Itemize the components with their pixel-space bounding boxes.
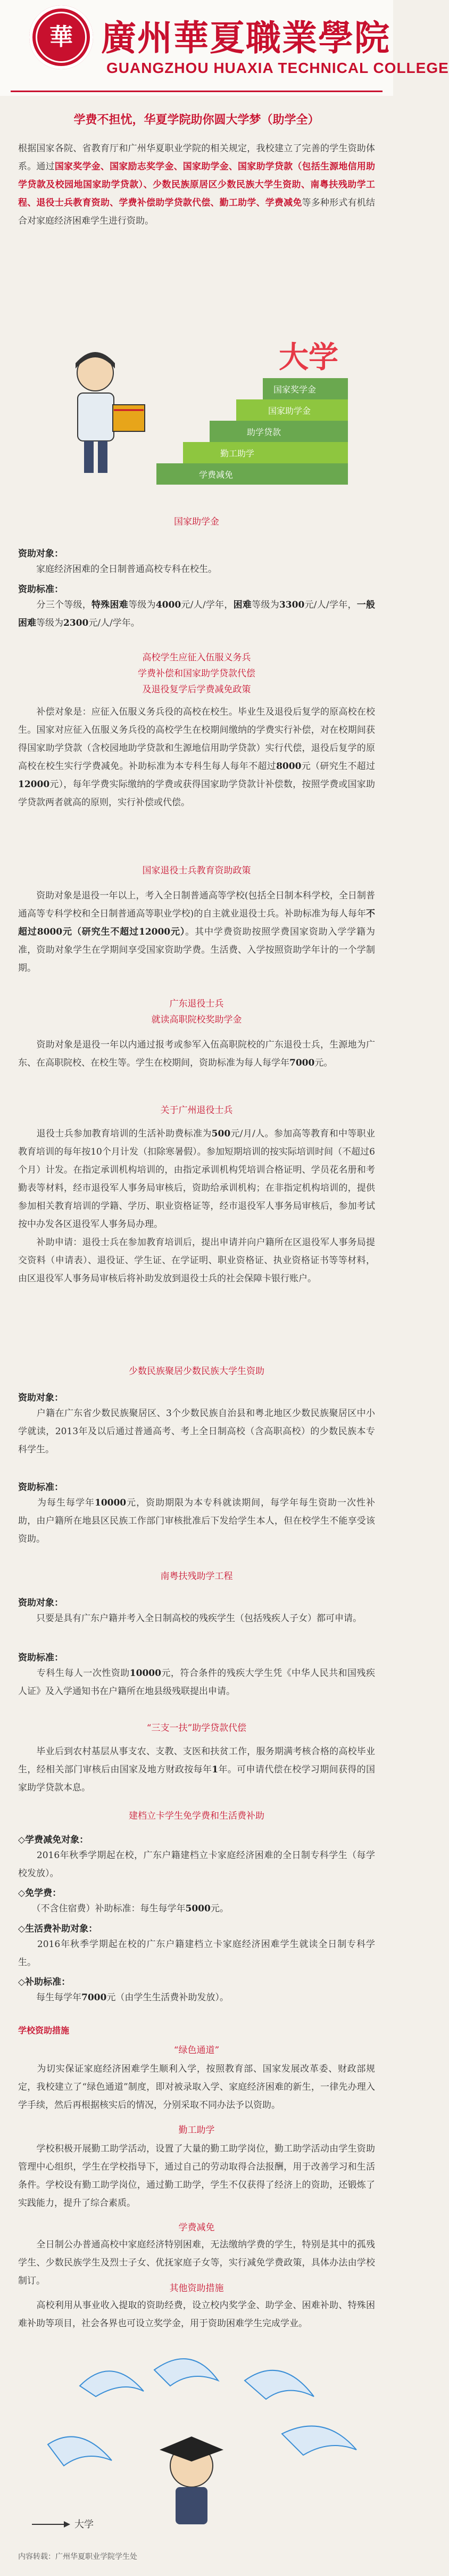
s9-b2-num: 5000 xyxy=(185,1903,211,1914)
s4-num: 7000 xyxy=(289,1058,315,1068)
school-logo xyxy=(29,5,93,69)
s9-b4-a: 每生每学年 xyxy=(36,1992,81,2003)
step-label-5: 国家奖学金 xyxy=(273,385,317,395)
section-10-heading: 学校资助措施 xyxy=(18,2025,70,2035)
s6-obj-label: 资助对象： xyxy=(18,1393,63,1403)
s1-obj-text xyxy=(18,560,375,578)
section-7-heading: 南粤扶残助学工程 xyxy=(160,1571,233,1582)
s9-b4-label: ◇补助标准： xyxy=(18,1977,71,1988)
s1-std-b: 等级为 xyxy=(128,600,156,610)
logo-glyph: 華 xyxy=(49,23,73,51)
s9-b2-value: （不含住宿费）补助标准：每生每学年 xyxy=(36,1903,186,1914)
s9-b1-text xyxy=(18,1846,375,1883)
step-label-3: 助学贷款 xyxy=(247,427,281,437)
s2-heading-1: 高校学生应征入伍服义务兵 xyxy=(142,652,251,663)
section-3-heading: 国家退役士兵教育资助政策 xyxy=(142,865,251,876)
s7-obj-label: 资助对象： xyxy=(18,1598,63,1608)
s7-std-b: 元，符合条件的残疾大学生凭《中华人民共和国残疾人证》及入学通知书在户籍所在地县级残联提出申请。 xyxy=(18,1668,376,1697)
s9-b4-b: 元（由学生生活费补助发放）。 xyxy=(106,1992,229,2003)
s5-body-b: 元/月/人。参加高等教育和中等职业教育培训的每年按10个月计发（扣除寒暑假）。参加短期培训的按实际培训时间（不超过6个月）计发。在指定承训机构培训的，由指定承训机构凭培训合格证明、学员花名册和考勤表等材料，经市退役军人事务局审核后，资助给承训机构；在非指定机构培训的，提供参加相关教育培训的学籍、学历、职业资格证等，经市退役军人事务局审核后，参加考试按中办发各区退役军人事务局办理。 xyxy=(18,1128,375,1230)
s9-b2-end: 元。 xyxy=(210,1903,229,1914)
intro-text-a: 根据国家各院、省教育厅和广州华夏职业学院的相关规定，我校建立了完善的学生资助体系。通过 xyxy=(18,143,375,172)
other-text xyxy=(18,2296,375,2333)
intro-paragraph xyxy=(18,140,375,321)
s9-b4-num: 7000 xyxy=(81,1992,107,2003)
s4-heading-2: 就读高职院校奖助学金 xyxy=(151,1015,242,1025)
section-4-heading xyxy=(0,996,393,1028)
s9-b3-value: 2016年秋季学期起在校的广东户籍建档立卡家庭经济困难学生就读全日制专科学生。 xyxy=(18,1939,376,1968)
s6-std-num: 10000 xyxy=(94,1498,127,1508)
s1-std-c: 元/人/学年， xyxy=(181,600,234,610)
header-divider xyxy=(11,91,383,92)
section-6-heading: 少数民族聚居少数民族大学生资助 xyxy=(129,1366,264,1377)
s9-b4-text xyxy=(18,1989,375,2007)
s4-body-b: 元。 xyxy=(314,1058,333,1068)
s1-std-a: 分三个等级， xyxy=(36,600,92,610)
s1-obj-label: 资助对象： xyxy=(18,549,63,559)
other-heading: 其他资助措施 xyxy=(169,2283,224,2294)
intro-highlight: 国家奖学金、国家励志奖学金、国家助学金、国家助学贷款（包括生源地信用助学贷款及校园地国家助学贷款）、少数民族原居区少数民族大学生资助、南粤扶残助学工程、退役士兵教育资助、学费补偿助学贷款代偿、勤工助学、学费减免 xyxy=(18,161,376,208)
s2-heading-3: 及退役复学后学费减免政策 xyxy=(142,684,251,695)
green-channel-heading: “绿色通道” xyxy=(173,2045,220,2056)
s6-std-label: 资助标准： xyxy=(18,1482,63,1493)
s1-std-d: 等级为 xyxy=(252,600,279,610)
s5-body-c: 补助申请：退役士兵在参加教育培训后，提出申请并向户籍所在区退役军人事务局提交资料（申请表）、退役证、学生证、在学证明、职业资格证、执业资格证书等等材料，由区退役军人事务局审核后将补助发放到退役士兵的社会保障卡银行账户。 xyxy=(18,1237,375,1284)
s4-heading-1: 广东退役士兵 xyxy=(169,999,224,1009)
s6-std-a: 为每生每学年 xyxy=(37,1498,95,1508)
fee-reduce-value: 全日制公办普通高校中家庭经济特别困难，无法缴纳学费的学生，特别是其中的孤残学生、少数民族学生及烈士子女、优抚家庭子女等，实行减免学费政策，具体办法由学校制订。 xyxy=(18,2239,375,2286)
s5-num1: 500 xyxy=(211,1128,231,1139)
s5-body-a: 退役士兵参加教育培训的生活补助费标准为 xyxy=(36,1128,212,1139)
s7-std-a: 专科生每人一次性资助 xyxy=(36,1668,130,1679)
s8-num: 1 xyxy=(212,1764,219,1775)
ill2-caption: 大学 xyxy=(74,2519,94,2530)
s7-obj-text xyxy=(18,1609,375,1628)
s9-b2-text xyxy=(18,1900,375,1918)
s9-b3-label: ◇生活费补助对象： xyxy=(18,1924,98,1934)
s9-b1-label: ◇学费减免对象： xyxy=(18,1835,89,1845)
s7-std-label: 资助标准： xyxy=(18,1653,63,1663)
s5-body xyxy=(18,1125,375,1288)
section-1-heading: 国家助学金 xyxy=(174,517,219,527)
work-study-text xyxy=(18,2140,375,2212)
s1-std-g: 元/人/学年。 xyxy=(88,618,140,628)
s1-std-label: 资助标准： xyxy=(18,584,63,595)
school-name-en: GUANGZHOU HUAXIA TECHNICAL COLLEGE xyxy=(106,60,449,76)
s8-body-b: 年。可申请代偿在校学习期间获得的国家助学贷款本息。 xyxy=(18,1764,376,1793)
s2-body-a: 补偿对象是：应征入伍服义务兵役的高校在校生。毕业生及退役后复学的原高校在校生。国家对应征入伍服义务兵役的高校学生在校期间缴纳的学费实行补偿，对在校期间获得国家助学贷款（含校园地助学贷款和生源地信用助学贷款）实行代偿，退役后复学的原高校在校生实行学费减免。 xyxy=(18,707,375,772)
s2-body-b: 补助标准为本专科生每人每年不超过 xyxy=(128,761,277,772)
s7-std-num: 10000 xyxy=(129,1668,161,1679)
s1-std-text xyxy=(18,596,375,632)
step-label-4: 国家助学金 xyxy=(268,406,311,416)
section-9-heading: 建档立卡学生免学费和生活费补助 xyxy=(129,1811,264,1821)
work-study-value: 学校积极开展勤工助学活动，设置了大量的勤工助学岗位，勤工助学活动由学生资助管理中心组织，学生在学校指导下，通过自己的劳动取得合法报酬，用于改善学习和生活条件。学校设有勤工助学岗位，通过勤工助学，学生不仅获得了经济上的资助，还锻炼了实践能力，提升了综合素质。 xyxy=(18,2144,375,2209)
s2-heading-2: 学费补偿和国家助学贷款代偿 xyxy=(138,668,255,679)
s1-std-num2: 3300 xyxy=(279,600,305,610)
graduation-illustration xyxy=(16,2343,378,2546)
s6-std-b: 元，资助期限为本专科就读期间，每学年每生资助 xyxy=(126,1498,338,1508)
green-channel-value: 为切实保证家庭经济困难学生顺利入学，按照教育部、国家发展改革委、财政部规定，我校建立了“绿色通道”制度，即对被录取入学、家庭经济困难的新生，一律先办理入学手续，然后再根据核实后的情况，分别采取不同办法予以资助。 xyxy=(18,2064,376,2111)
s1-std-hl2: 困难 xyxy=(233,600,252,610)
s3-body-a: 资助对象是退役一年以上，考入全日制普通高等学校(包括全日制本科学校，全日制普通高等专科学校和全日制普通高等职业学校)的自主就业退役士兵。补助标准为每人每年 xyxy=(18,890,375,919)
fee-reduce-heading: 学费减免 xyxy=(178,2222,215,2233)
s1-std-hl1: 特殊困难 xyxy=(92,600,129,610)
s2-body-d: 元），每年学费实际缴纳的学费或获得国家助学贷款计补偿数，按照学费或国家助学贷款两者就高的原则，实行补偿或代偿。 xyxy=(18,779,375,808)
school-name-cn: 廣州華夏職業學院 xyxy=(101,17,390,59)
s6-std-c: 一次性补助，由户籍所在地县区民族工作部门审核批准后下发给学生本人，但在校学生不能享受该资助。 xyxy=(18,1498,376,1544)
s9-b2-label: ◇免学费： xyxy=(18,1888,62,1899)
step-label-1: 学费减免 xyxy=(199,470,234,480)
step-1 xyxy=(156,463,348,485)
s6-obj-text xyxy=(18,1404,375,1459)
other-value: 高校利用从事业收入提取的资助经费，设立校内奖学金、助学金、困难补助、特殊困难补助等项目，社会各界也可设立奖学金，用于资助困难学生完成学业。 xyxy=(18,2300,375,2329)
section-8-heading: “三支一扶”助学贷款代偿 xyxy=(146,1723,247,1733)
section-2-heading xyxy=(0,650,393,698)
footer-source: 内容转载：广州华夏职业学院学生处 xyxy=(18,2553,137,2561)
s1-std-e: 元/人/学年， xyxy=(304,600,357,610)
s3-body-b: 。其中学费资助按照学费国家资助入学学籍为准，资助对象学生在学期间享受国家资助学费。生活费、入学按照资助学年计的一个学制期。 xyxy=(18,927,375,974)
intro-text-b: 等多种形式有机结合对家庭经济困难学生进行资助。 xyxy=(18,198,376,226)
s7-obj-value: 只要是具有广东户籍并考入全日制高校的残疾学生（包括残疾人子女）都可申请。 xyxy=(36,1613,362,1624)
s9-b3-text xyxy=(18,1935,375,1972)
s1-std-num1: 4000 xyxy=(155,600,181,610)
s1-std-hl3: 一般困难 xyxy=(18,600,376,628)
s4-body-a: 资助对象是退役一年以内通过报考或参军入伍高职院校的广东退役士兵，生源地为广东、在高职院校、在校生等。学生在校期间，资助标准为每人每学年 xyxy=(18,1040,375,1068)
s2-body-c: 元（研究生不超过 xyxy=(301,761,375,772)
s7-std-text xyxy=(18,1664,375,1700)
step-2 xyxy=(183,442,348,463)
page-title: 学费不担忧，华夏学院助你圆大学梦（助学全） xyxy=(73,113,320,127)
s2-num1: 8000 xyxy=(276,761,302,772)
s6-obj-value: 户籍在广东省少数民族聚居区、3个少数民族自治县和粤北地区少数民族聚居区中小学就读，2013年及以后通过普通高考、考上全日制高校（含高职高校）的少数民族本专科学生。 xyxy=(18,1408,375,1455)
s1-obj-value: 家庭经济困难的全日制普通高校专科在校生。 xyxy=(36,564,217,575)
s3-body xyxy=(18,887,375,977)
s1-std-num3: 2300 xyxy=(63,618,89,628)
s1-std-f: 等级为 xyxy=(36,618,63,628)
s6-std-text xyxy=(18,1494,375,1548)
s8-body xyxy=(18,1743,375,1797)
s2-num2: 12000 xyxy=(18,779,50,790)
step-label-2: 勤工助学 xyxy=(220,448,255,459)
green-channel-text xyxy=(18,2060,375,2114)
s8-body-a: 毕业后到农村基层从事支农、支教、支医和扶贫工作，服务期满考核合格的高校毕业生，经相关部门审核后由国家及地方财政按每年 xyxy=(18,1746,375,1775)
work-study-heading: 勤工助学 xyxy=(178,2125,215,2136)
s2-body xyxy=(18,703,375,812)
s4-body xyxy=(18,1036,375,1072)
staircase-illustration xyxy=(45,330,348,490)
s9-b1-value: 2016年秋季学期起在校，广东户籍建档立卡家庭经济困难的全日制专科学生（每学校发放）。 xyxy=(18,1850,375,1879)
big-label: 大学 xyxy=(279,340,338,375)
section-5-heading: 关于广州退役士兵 xyxy=(160,1105,233,1116)
s3-body-hl: 不超过8000元（研究生不超过12000元） xyxy=(18,909,375,937)
header xyxy=(0,0,449,96)
